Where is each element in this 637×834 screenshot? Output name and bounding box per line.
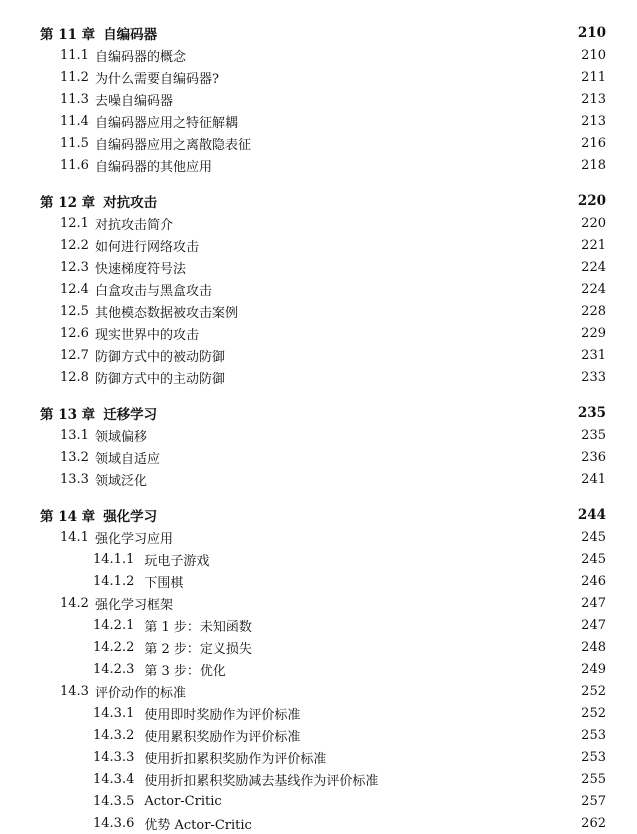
toc-entry-title: 玩电子游戏 <box>144 553 210 569</box>
toc-entry-page-number: 229 <box>581 325 606 341</box>
toc-entry-title: 防御方式中的被动防御 <box>94 349 225 365</box>
toc-entry-title: 使用累积奖励作为评价标准 <box>144 729 301 745</box>
toc-entry-title: 自编码器的其他应用 <box>94 159 212 175</box>
toc-entry-title: 自编码器应用之离散隐表征 <box>94 137 251 153</box>
toc-entry-title: 为什么需要自编码器? <box>94 71 219 87</box>
toc-subsection-entry[interactable] <box>0 570 637 592</box>
dot-leader <box>222 157 577 173</box>
toc-entry-title: 白盒攻击与黑盒攻击 <box>94 283 212 299</box>
toc-section-entry[interactable] <box>0 278 637 300</box>
toc-entry-number: 12.2 <box>60 237 89 253</box>
dot-leader <box>167 193 574 209</box>
toc-section-entry[interactable] <box>0 468 637 490</box>
dot-leader <box>236 661 577 677</box>
dot-leader <box>261 135 577 151</box>
toc-section-entry[interactable] <box>0 322 637 344</box>
dot-leader <box>167 405 574 421</box>
dot-leader <box>262 639 577 655</box>
toc-entry-number: 12.6 <box>60 325 89 341</box>
dot-leader <box>209 237 577 253</box>
dot-leader <box>262 815 577 831</box>
toc-entry-page-number: 247 <box>581 617 606 633</box>
toc-section-entry[interactable] <box>0 256 637 278</box>
dot-leader <box>232 793 578 809</box>
toc-entry-page-number: 221 <box>581 237 606 253</box>
toc-entry-number: 12.1 <box>60 215 89 231</box>
dot-leader <box>183 595 577 611</box>
toc-entry-number: 11.6 <box>60 157 89 173</box>
toc-entry-page-number: 213 <box>581 113 606 129</box>
toc-entry-number: 11.3 <box>60 91 89 107</box>
toc-entry-title: 快速梯度符号法 <box>94 261 186 277</box>
dot-leader <box>235 347 577 363</box>
toc-entry-number: 14.1.1 <box>93 551 135 567</box>
toc-entry-title: 优势 Actor-Critic <box>144 817 252 833</box>
toc-entry-number: 第 12 章 <box>40 195 96 211</box>
toc-entry-page-number: 235 <box>577 405 606 421</box>
toc-entry-number: 14.3.1 <box>93 705 135 721</box>
toc-section-entry[interactable] <box>0 680 637 702</box>
toc-entry-title: 下围棋 <box>144 575 184 591</box>
toc-entry-page-number: 246 <box>581 573 606 589</box>
toc-entry-page-number: 210 <box>581 47 606 63</box>
toc-subsection-entry[interactable] <box>0 746 637 768</box>
toc-section-entry[interactable] <box>0 44 637 66</box>
toc-subsection-entry[interactable] <box>0 812 637 834</box>
toc-subsection-entry[interactable] <box>0 790 637 812</box>
toc-entry-page-number: 247 <box>581 595 606 611</box>
toc-entry-page-number: 213 <box>581 91 606 107</box>
toc-entry-number: 14.3.4 <box>93 771 135 787</box>
toc-chapter-entry[interactable] <box>0 190 637 212</box>
toc-entry-title: 领域自适应 <box>94 451 160 467</box>
toc-section-entry[interactable] <box>0 300 637 322</box>
toc-section-entry[interactable] <box>0 110 637 132</box>
toc-entry-page-number: 248 <box>581 639 606 655</box>
toc-entry-page-number: 233 <box>581 369 606 385</box>
toc-entry-title: 现实世界中的攻击 <box>94 327 199 343</box>
toc-entry-page-number: 252 <box>581 683 606 699</box>
toc-section-entry[interactable] <box>0 424 637 446</box>
toc-entry-page-number: 253 <box>581 727 606 743</box>
dot-leader <box>183 529 577 545</box>
dot-leader <box>196 47 577 63</box>
dot-leader <box>262 617 577 633</box>
toc-section-entry[interactable] <box>0 66 637 88</box>
toc-entry-title: 评价动作的标准 <box>94 685 186 701</box>
toc-subsection-entry[interactable] <box>0 702 637 724</box>
toc-entry-number: 14.2 <box>60 595 89 611</box>
toc-entry-number: 第 13 章 <box>40 407 96 423</box>
dot-leader <box>196 259 577 275</box>
dot-leader <box>157 427 577 443</box>
toc-entry-number: 14.1 <box>60 529 89 545</box>
dot-leader <box>222 281 577 297</box>
toc-entry-number: 第 14 章 <box>40 509 96 525</box>
toc-section-entry[interactable] <box>0 132 637 154</box>
toc-section-entry[interactable] <box>0 88 637 110</box>
dot-leader <box>235 369 577 385</box>
toc-entry-page-number: 255 <box>581 771 606 787</box>
dot-leader <box>170 449 577 465</box>
toc-entry-page-number: 241 <box>581 471 606 487</box>
dot-leader <box>388 771 577 787</box>
toc-entry-title: 强化学习框架 <box>94 597 173 613</box>
dot-leader <box>196 683 577 699</box>
toc-entry-page-number: 224 <box>581 259 606 275</box>
toc-entry-page-number: 235 <box>581 427 606 443</box>
dot-leader <box>248 303 577 319</box>
toc-entry-number: 11.2 <box>60 69 89 85</box>
toc-entry-title: 去噪自编码器 <box>94 93 173 109</box>
toc-entry-number: 14.1.2 <box>93 573 135 589</box>
toc-entry-title: 强化学习 <box>103 509 158 525</box>
toc-entry-page-number: 220 <box>581 215 606 231</box>
toc-entry-number: 11.4 <box>60 113 89 129</box>
toc-subsection-entry[interactable] <box>0 548 637 570</box>
toc-entry-number: 12.4 <box>60 281 89 297</box>
toc-section-entry[interactable] <box>0 154 637 176</box>
toc-entry-number: 14.3.6 <box>93 815 135 831</box>
toc-entry-page-number: 211 <box>581 69 606 85</box>
toc-entry-title: 其他模态数据被攻击案例 <box>94 305 238 321</box>
dot-leader <box>219 551 577 567</box>
toc-entry-title: 如何进行网络攻击 <box>94 239 199 255</box>
toc-section-entry[interactable] <box>0 446 637 468</box>
toc-entry-title: 对抗攻击简介 <box>94 217 173 233</box>
dot-leader <box>310 727 577 743</box>
toc-entry-title: 领域泛化 <box>94 473 147 489</box>
toc-entry-title: 自编码器 <box>103 27 158 43</box>
dot-leader <box>193 573 577 589</box>
toc-entry-title: 使用即时奖励作为评价标准 <box>144 707 301 723</box>
dot-leader <box>167 25 574 41</box>
dot-leader <box>167 507 574 523</box>
toc-section-entry[interactable] <box>0 234 637 256</box>
toc-entry-number: 11.1 <box>60 47 89 63</box>
toc-entry-number: 14.3.5 <box>93 793 135 809</box>
dot-leader <box>229 69 577 85</box>
toc-entry-title: 迁移学习 <box>103 407 158 423</box>
dot-leader <box>157 471 577 487</box>
toc-entry-number: 13.1 <box>60 427 89 443</box>
toc-chapter-entry[interactable] <box>0 402 637 424</box>
dot-leader <box>336 749 577 765</box>
toc-entry-page-number: 216 <box>581 135 606 151</box>
toc-entry-page-number: 257 <box>581 793 606 809</box>
toc-entry-number: 14.3 <box>60 683 89 699</box>
toc-chapter-entry[interactable] <box>0 22 637 44</box>
toc-entry-title: 第 3 步：优化 <box>144 663 226 679</box>
toc-entry-title: 对抗攻击 <box>103 195 158 211</box>
toc-entry-title: 领域偏移 <box>94 429 147 445</box>
toc-entry-page-number: 244 <box>577 507 606 523</box>
toc-entry-title: 第 1 步：未知函数 <box>144 619 252 635</box>
dot-leader <box>209 325 577 341</box>
toc-entry-title: 强化学习应用 <box>94 531 173 547</box>
toc-entry-number: 11.5 <box>60 135 89 151</box>
toc-entry-number: 14.2.3 <box>93 661 135 677</box>
toc-entry-page-number: 252 <box>581 705 606 721</box>
toc-entry-number: 12.7 <box>60 347 89 363</box>
toc-subsection-entry[interactable] <box>0 636 637 658</box>
toc-subsection-entry[interactable] <box>0 658 637 680</box>
toc-entry-title: 自编码器应用之特征解耦 <box>94 115 238 131</box>
toc-entry-number: 13.3 <box>60 471 89 487</box>
toc-entry-page-number: 210 <box>577 25 606 41</box>
toc-chapter-entry[interactable] <box>0 504 637 526</box>
toc-section-entry[interactable] <box>0 212 637 234</box>
toc-entry-number: 第 11 章 <box>40 27 96 43</box>
toc-entry-number: 14.3.2 <box>93 727 135 743</box>
toc-entry-page-number: 249 <box>581 661 606 677</box>
toc-entry-title: Actor-Critic <box>144 793 222 809</box>
toc-entry-page-number: 220 <box>577 193 606 209</box>
toc-entry-page-number: 245 <box>581 529 606 545</box>
toc-entry-title: 使用折扣累积奖励减去基线作为评价标准 <box>144 773 379 789</box>
toc-section-entry[interactable] <box>0 592 637 614</box>
toc-entry-page-number: 231 <box>581 347 606 363</box>
toc-entry-number: 12.3 <box>60 259 89 275</box>
toc-entry-title: 防御方式中的主动防御 <box>94 371 225 387</box>
toc-entry-number: 12.8 <box>60 369 89 385</box>
toc-section-entry[interactable] <box>0 344 637 366</box>
toc-subsection-entry[interactable] <box>0 768 637 790</box>
toc-subsection-entry[interactable] <box>0 614 637 636</box>
toc-entry-page-number: 236 <box>581 449 606 465</box>
toc-entry-title: 使用折扣累积奖励作为评价标准 <box>144 751 327 767</box>
toc-entry-page-number: 224 <box>581 281 606 297</box>
dot-leader <box>310 705 577 721</box>
dot-leader <box>183 91 577 107</box>
toc-entry-page-number: 218 <box>581 157 606 173</box>
toc-subsection-entry[interactable] <box>0 724 637 746</box>
toc-entry-number: 12.5 <box>60 303 89 319</box>
dot-leader <box>248 113 577 129</box>
toc-entry-number: 14.2.1 <box>93 617 135 633</box>
toc-entry-page-number: 228 <box>581 303 606 319</box>
toc-entry-page-number: 245 <box>581 551 606 567</box>
toc-entry-title: 第 2 步：定义损失 <box>144 641 252 657</box>
toc-entry-page-number: 262 <box>581 815 606 831</box>
toc-section-entry[interactable] <box>0 526 637 548</box>
toc-entry-page-number: 253 <box>581 749 606 765</box>
toc-entry-number: 14.2.2 <box>93 639 135 655</box>
dot-leader <box>183 215 577 231</box>
toc-section-entry[interactable] <box>0 366 637 388</box>
toc-entry-title: 自编码器的概念 <box>94 49 186 65</box>
toc-entry-number: 13.2 <box>60 449 89 465</box>
toc-entry-number: 14.3.3 <box>93 749 135 765</box>
